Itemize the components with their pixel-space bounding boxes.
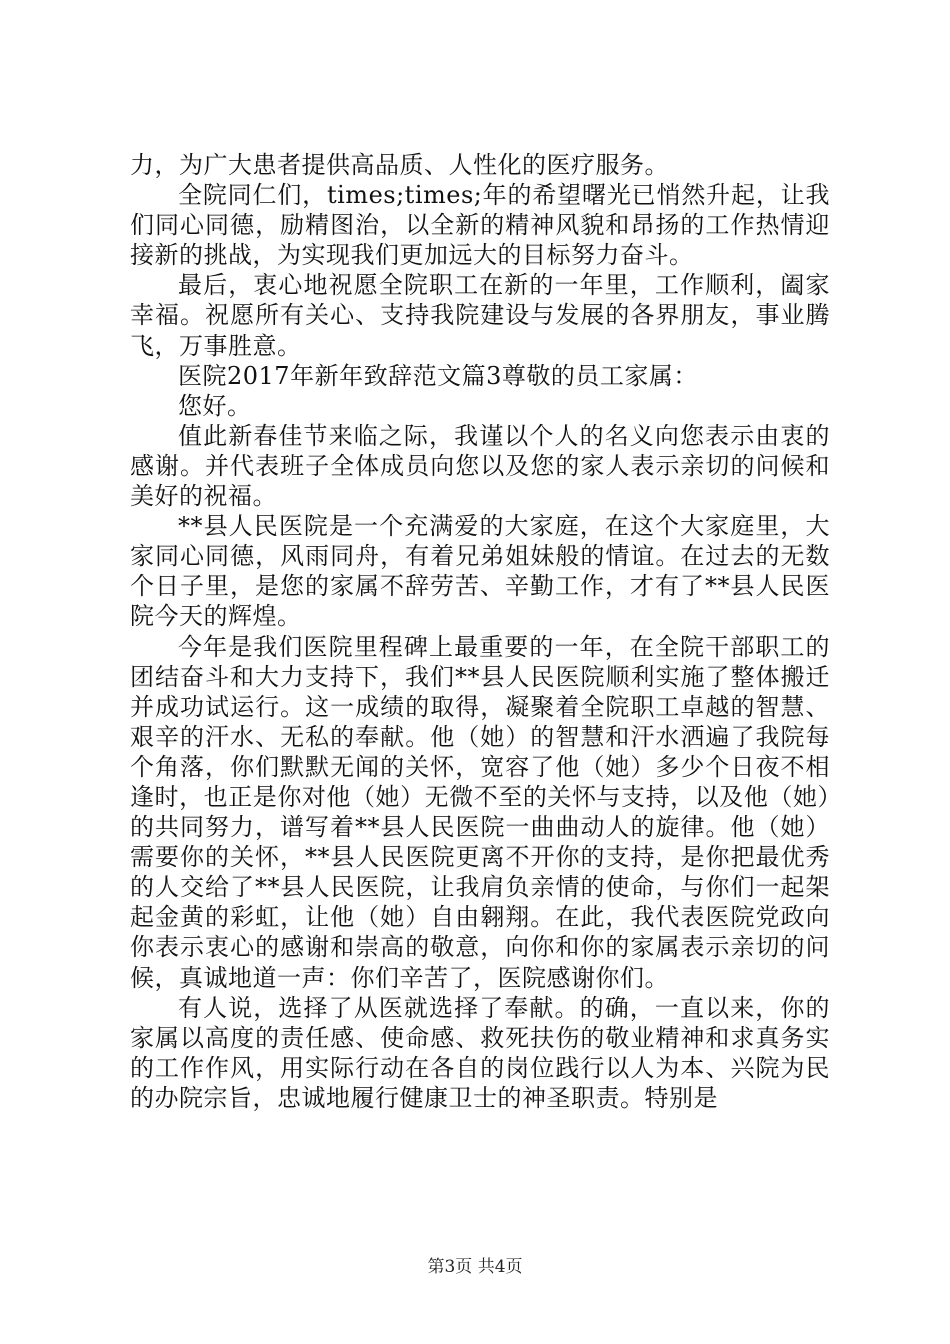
paragraph: 全院同仁们，times;times;年的希望曙光已悄然升起，让我们同心同德，励精图治，以全新的精神风貌和昂扬的工作热情迎接新的挑战，为实现我们更加远大的目标努力奋斗。	[130, 181, 830, 270]
paragraph: 值此新春佳节来临之际，我谨以个人的名义向您表示由衷的感谢。并代表班子全体成员向您以及您的家人表示亲切的问候和美好的祝福。	[130, 421, 830, 511]
document-body	[130, 150, 830, 1113]
paragraph: **县人民医院是一个充满爱的大家庭，在这个大家庭里，大家同心同德，风雨同舟，有着兄弟姐妹般的情谊。在过去的无数个日子里，是您的家属不辞劳苦、辛勤工作，才有了**县人民医院今天的辉煌。	[130, 512, 830, 631]
paragraph-heading: 医院2017年新年致辞范文篇3尊敬的员工家属：	[178, 361, 698, 390]
paragraph: 力，为广大患者提供高品质、人性化的医疗服务。	[130, 151, 669, 179]
page-number-footer: 第3页 共4页	[427, 1257, 523, 1277]
paragraph: 有人说，选择了从医就选择了奉献。的确，一直以来，你的家属以高度的责任感、使命感、救死扶伤的敬业精神和求真务实的工作作风，用实际行动在各自的岗位践行以人为本、兴院为民的办院宗旨，忠诚地履行健康卫士的神圣职责。特别是	[130, 993, 830, 1112]
paragraph: 今年是我们医院里程碑上最重要的一年，在全院干部职工的团结奋斗和大力支持下，我们**县人民医院顺利实施了整体搬迁并成功试运行。这一成绩的取得，凝聚着全院职工卓越的智慧、艰辛的汗水、无私的奉献。他（她）的智慧和汗水洒遍了我院每个角落，你们默默无闻的关怀，宽容了他（她）多少个日夜不相逢时，也正是你对他（她）无微不至的关怀与支持，以及他（她）的共同努力，谱写着**县人民医院一曲曲动人的旋律。他（她）需要你的关怀，**县人民医院更离不开你的支持，是你把最优秀的人交给了**县人民医院，让我肩负亲情的使命，与你们一起架起金黄的彩虹，让他（她）自由翱翔。在此，我代表医院党政向你表示衷心的感谢和崇高的敬意，向你和你的家属表示亲切的问候，真诚地道一声：你们辛苦了，医院感谢你们。	[130, 632, 830, 992]
paragraph: 最后，衷心地祝愿全院职工在新的一年里，工作顺利，阖家幸福。祝愿所有关心、支持我院建设与发展的各界朋友，事业腾飞，万事胜意。	[130, 271, 830, 360]
paragraph-greeting: 您好。	[178, 391, 252, 420]
